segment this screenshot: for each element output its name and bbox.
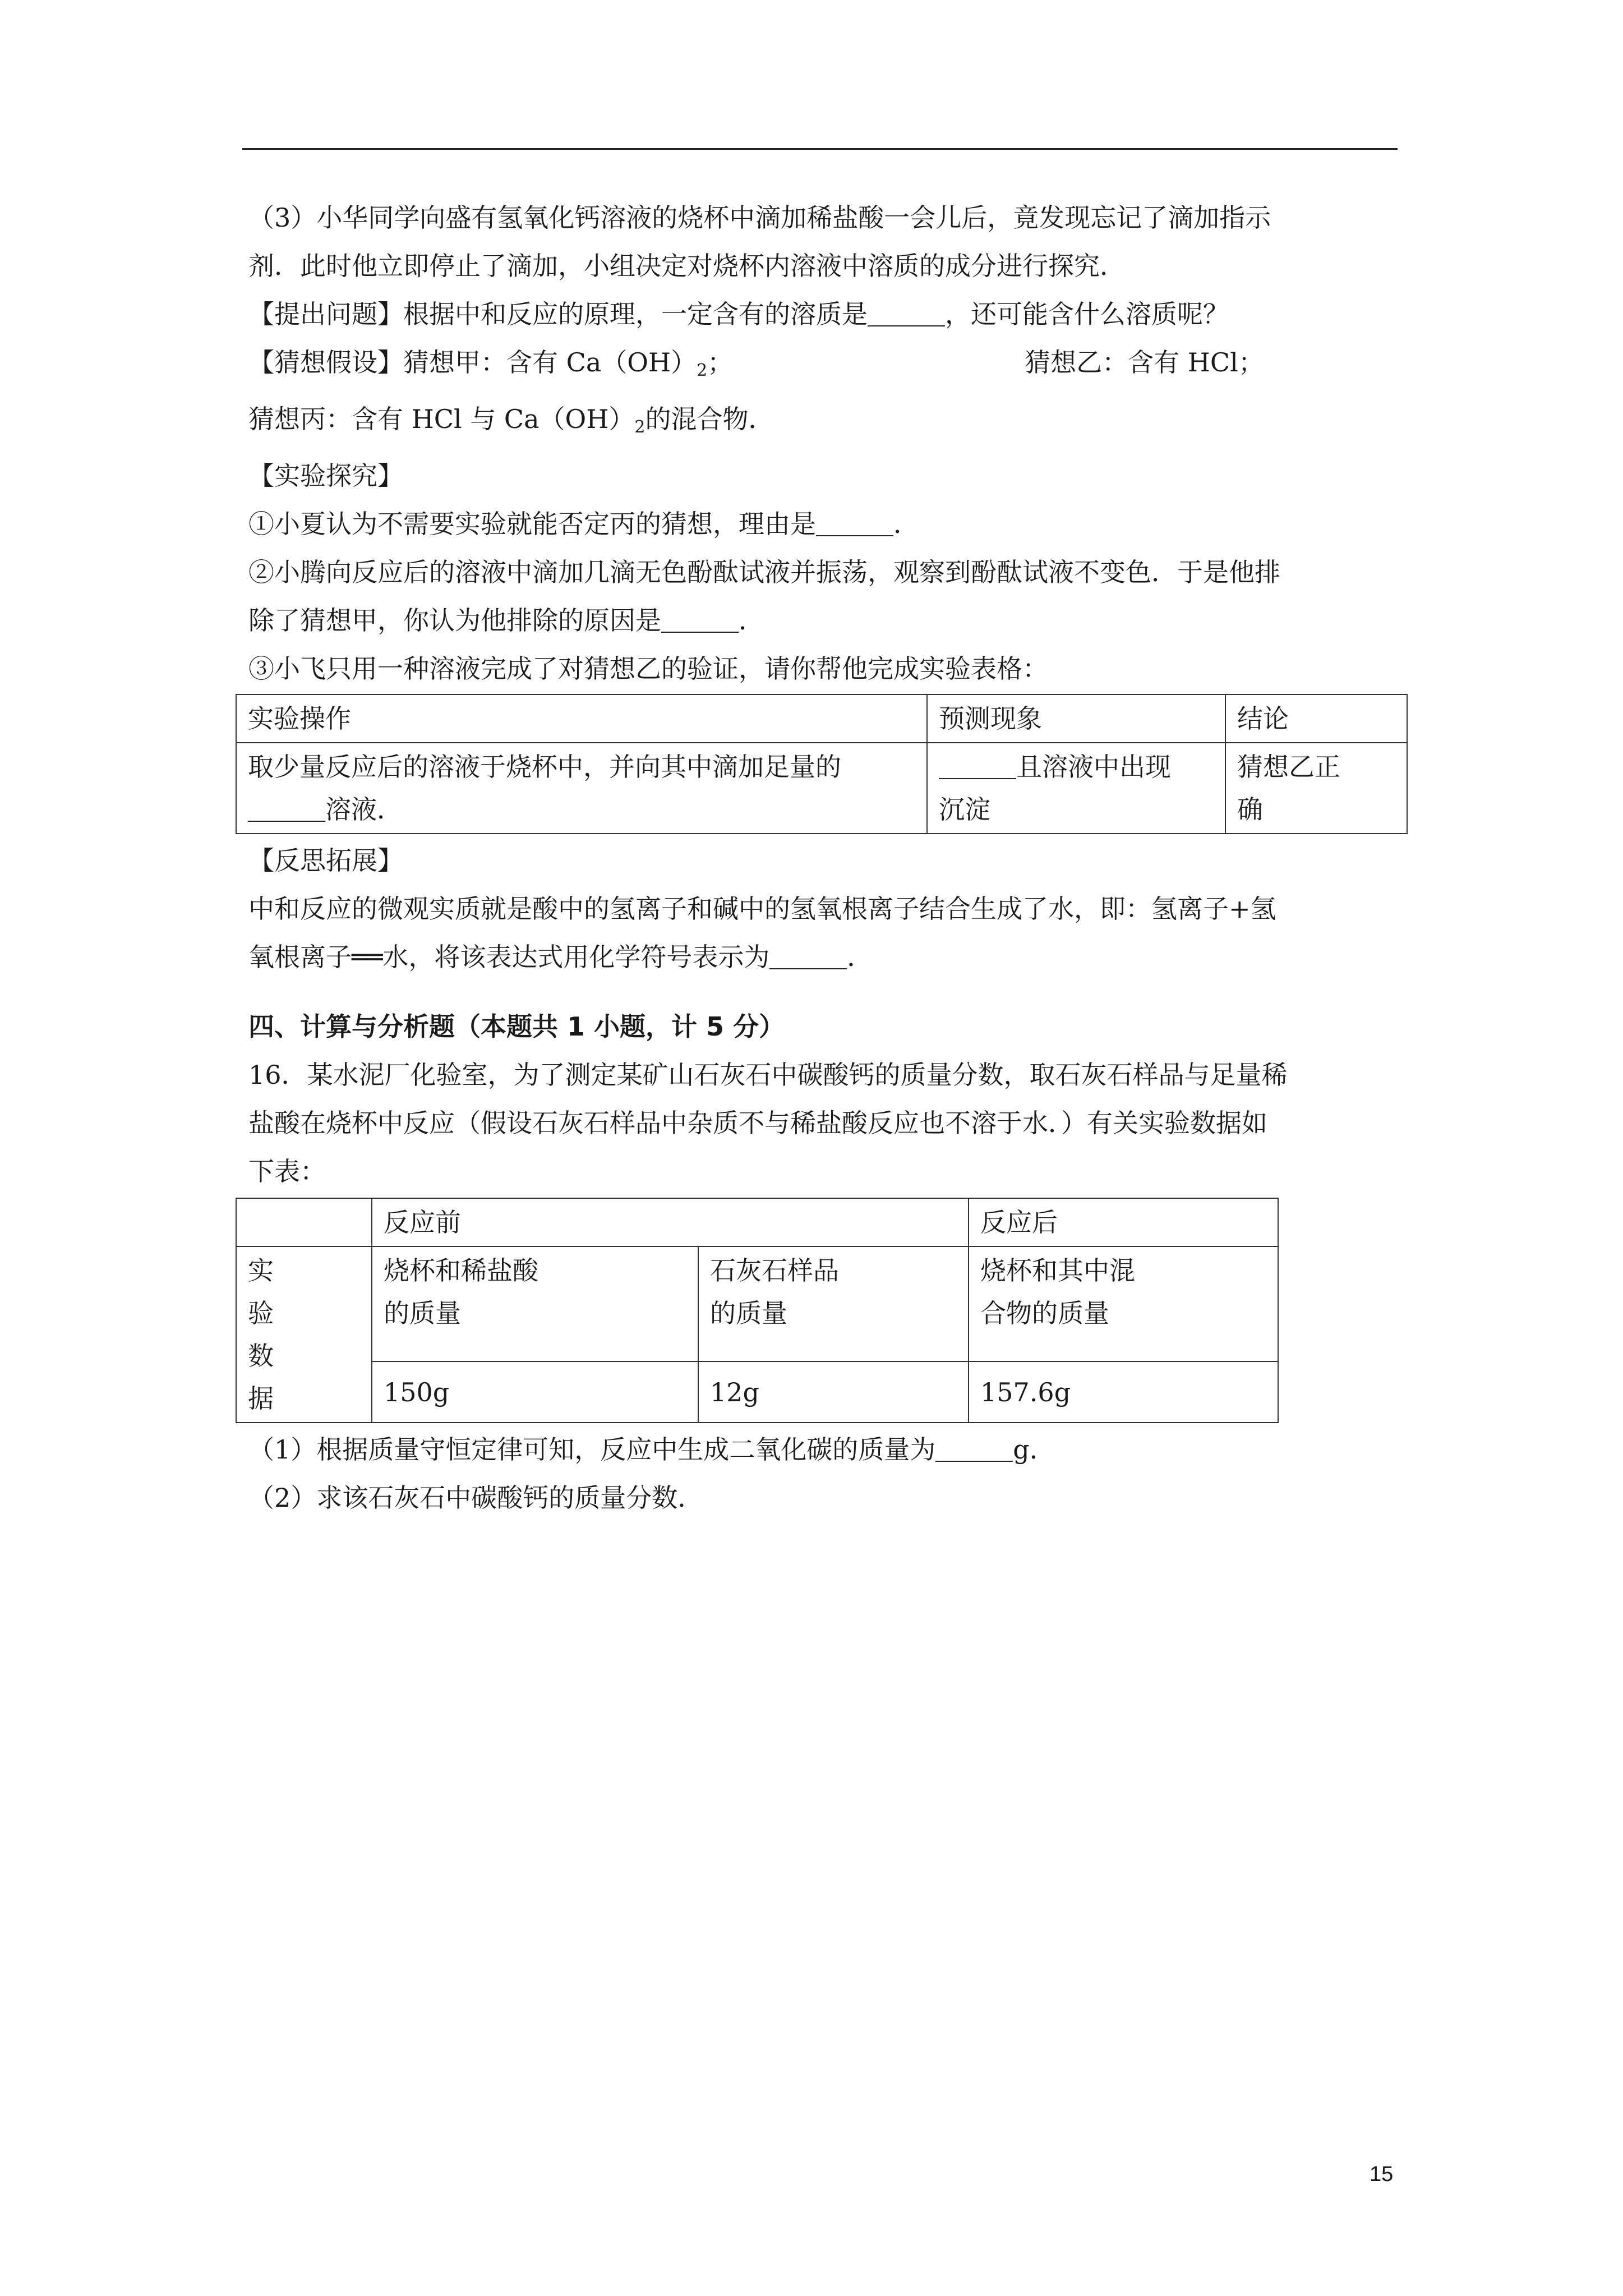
- explore-3: ③小飞只用一种溶液完成了对猜想乙的验证，请你帮他完成实验表格：: [248, 654, 1048, 684]
- row-label: [236, 1246, 372, 1423]
- answer-blank[interactable]: [935, 1438, 1013, 1462]
- period: ．: [739, 605, 764, 636]
- section-heading: 四、计算与分析题（本题共 1 小题，计 5 分）: [248, 1011, 785, 1042]
- q3-guess-2: [248, 395, 1398, 452]
- th-mixture: [969, 1246, 1278, 1361]
- row-label-char: 数: [248, 1341, 274, 1371]
- cell-text: 猜想乙正: [1237, 752, 1340, 782]
- period: ．: [893, 509, 919, 539]
- cell-text: 且溶液中出现: [1016, 752, 1171, 782]
- reflect-1: 中和反应的微观实质就是酸中的氢离子和碱中的氢氧根离子结合生成了水，即：氢离子+氢: [248, 894, 1276, 924]
- cell-text: 合物的质量: [980, 1298, 1109, 1328]
- cell-text: 沉淀: [939, 794, 990, 825]
- cell-text: 石灰石样品: [710, 1255, 839, 1286]
- reflect-2: [248, 933, 1398, 981]
- cell-text: 确: [1237, 794, 1263, 825]
- answer-blank[interactable]: [939, 756, 1016, 779]
- page-number: 15: [1370, 2162, 1394, 2186]
- q3-line-1: （3）小华同学向盛有氢氧化钙溶液的烧杯中滴加稀盐酸一会儿后，竟发现忘记了滴加指示: [248, 203, 1271, 233]
- guess-b: 猜想乙：含有 HCl；: [1025, 347, 1264, 378]
- subscript: 2: [697, 361, 708, 380]
- r2-text: 氧根离子══水，将该表达式用化学符号表示为: [248, 942, 770, 972]
- ask-text-2: ，还可能含什么溶质呢？: [945, 299, 1229, 329]
- answer-blank[interactable]: [661, 609, 739, 633]
- p1-text: （1）根据质量守恒定律可知，反应中生成二氧化碳的质量为: [248, 1434, 936, 1465]
- e2-text: 除了猜想甲，你认为他排除的原因是: [248, 605, 661, 636]
- guess-c-end: 的混合物．: [645, 404, 774, 434]
- period: ．: [847, 942, 873, 972]
- th-conclusion: 结论: [1225, 694, 1407, 743]
- answer-blank[interactable]: [868, 303, 945, 326]
- e1-text: ①小夏认为不需要实验就能否定丙的猜想，理由是: [248, 509, 816, 539]
- value-mixture: 157.6g: [969, 1361, 1278, 1423]
- header-rule: [242, 148, 1398, 150]
- semicolon: ；: [707, 347, 734, 378]
- answer-blank[interactable]: [816, 513, 893, 536]
- p1-unit: g．: [1013, 1434, 1055, 1465]
- q3-line-2: 剂．此时他立即停止了滴加，小组决定对烧杯内溶液中溶质的成分进行探究．: [248, 251, 1126, 281]
- th-phenomenon: 预测现象: [927, 694, 1225, 743]
- subscript: 2: [634, 417, 645, 437]
- value-beaker-acid: 150g: [372, 1361, 698, 1423]
- reflect-heading: 【反思拓展】: [248, 845, 403, 876]
- row-label-char: 据: [248, 1383, 274, 1414]
- th-after: 反应后: [969, 1198, 1278, 1246]
- cell-text: 溶液．: [325, 794, 403, 825]
- corner-cell: [236, 1198, 372, 1246]
- cell-text: 的质量: [384, 1298, 461, 1328]
- th-sample: [698, 1246, 969, 1361]
- q3-ask: [248, 290, 1398, 338]
- guess-a: 【猜想假设】猜想甲：含有 Ca（OH）: [248, 347, 697, 378]
- th-before: 反应前: [372, 1198, 969, 1246]
- q16-part-1: [248, 1425, 1398, 1474]
- cell-conclusion: [1225, 743, 1407, 834]
- th-operation: 实验操作: [236, 694, 927, 743]
- data-table: [236, 1198, 1279, 1423]
- cell-text: 的质量: [710, 1298, 787, 1328]
- experiment-table: [236, 694, 1408, 834]
- row-label-char: 实: [248, 1255, 274, 1286]
- q16-line-1: 16．某水泥厂化验室，为了测定某矿山石灰石中碳酸钙的质量分数，取石灰石样品与足量稀: [248, 1060, 1288, 1090]
- q16-line-3: 下表：: [248, 1156, 326, 1186]
- value-sample: 12g: [698, 1361, 969, 1423]
- guess-c: 猜想丙：含有 HCl 与 Ca（OH）: [248, 404, 635, 434]
- explore-heading: 【实验探究】: [248, 461, 403, 491]
- cell-operation: [236, 743, 927, 834]
- answer-blank[interactable]: [769, 946, 847, 969]
- cell-text: 烧杯和其中混: [980, 1255, 1135, 1286]
- ask-text: 【提出问题】根据中和反应的原理，一定含有的溶质是: [248, 299, 868, 329]
- page-content: [248, 194, 1398, 1522]
- th-beaker-acid: [372, 1246, 698, 1361]
- q3-guess-1: [248, 338, 1398, 395]
- cell-phenomenon: [927, 743, 1225, 834]
- answer-blank[interactable]: [248, 798, 325, 822]
- cell-text: 取少量反应后的溶液于烧杯中，并向其中滴加足量的: [248, 752, 841, 782]
- row-label-char: 验: [248, 1298, 274, 1328]
- explore-1: [248, 500, 1398, 548]
- explore-2b: [248, 596, 1398, 645]
- cell-text: 烧杯和稀盐酸: [384, 1255, 538, 1286]
- q16-line-2: 盐酸在烧杯中反应（假设石灰石样品中杂质不与稀盐酸反应也不溶于水．）有关实验数据如: [248, 1108, 1267, 1138]
- explore-2a: ②小腾向反应后的溶液中滴加几滴无色酚酞试液并振荡，观察到酚酞试液不变色．于是他排: [248, 557, 1280, 587]
- q16-part-2: （2）求该石灰石中碳酸钙的质量分数．: [248, 1483, 704, 1513]
